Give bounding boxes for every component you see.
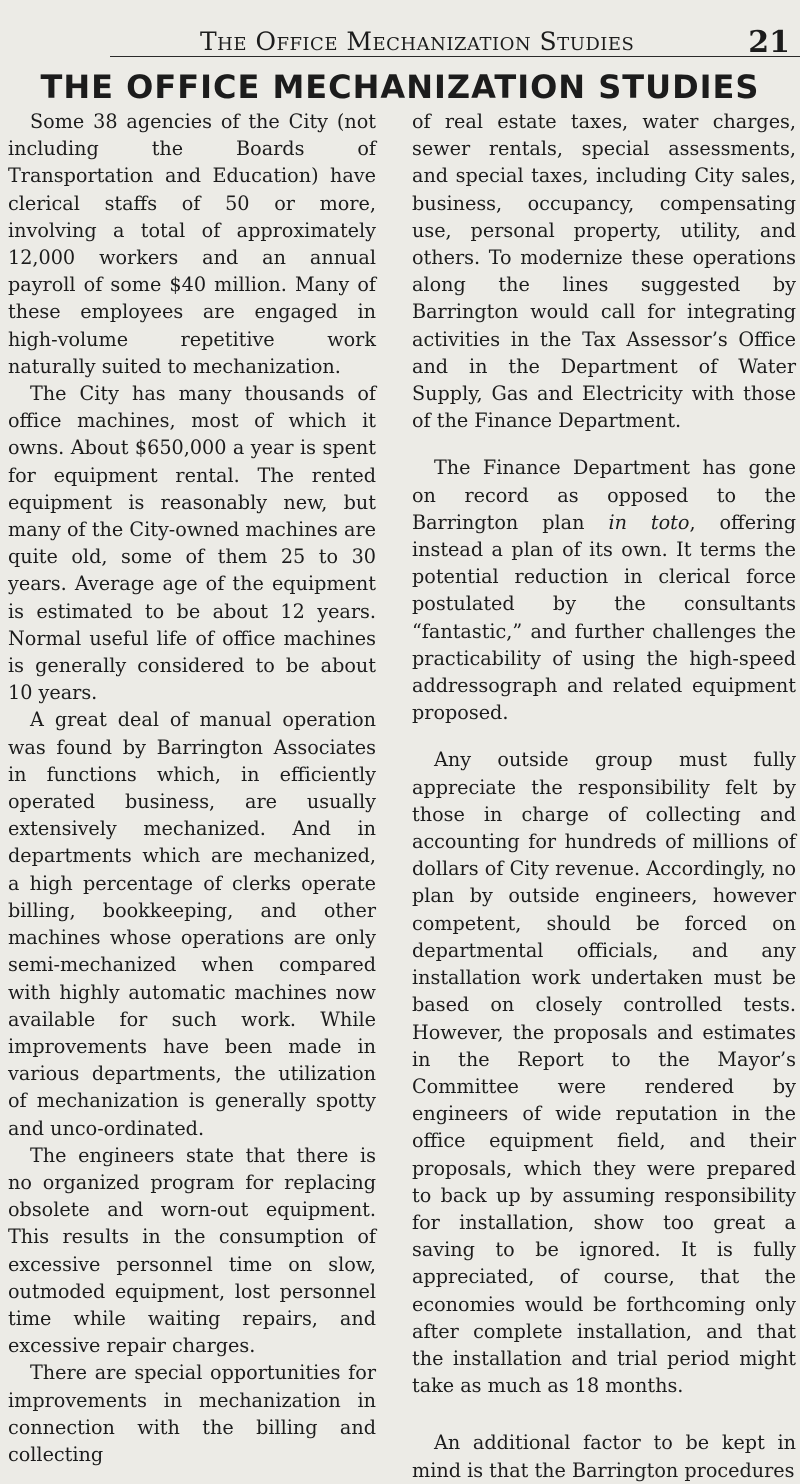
paragraph-manual-operation: A great deal of manual operation was found by Barrington Associates in functions which, in efficiently operated business, are usually extensively mechanized. And in departments which are mechanized, a high percentage of clerks operate billing, bookkeeping, and other machines whose operations are only semi-mechanized when compared with highly automatic machines now available for such work. While improvements have been made in various departments, the utilization of mechanization is generally spotty and unco-ordinated. bbox=[8, 708, 376, 1140]
running-title: The Office Mechanization Studies bbox=[200, 27, 635, 56]
paragraph-replacement-program: The engineers state that there is no organized program for replacing obsolete and worn-out equipment. This results in the consumption of excessive personnel time on slow, outmoded equipment, lost personnel time while waiting repairs, and excessive repair charges. bbox=[8, 1143, 376, 1358]
right-column bbox=[412, 108, 796, 1484]
paragraph-agencies: Some 38 agencies of the City (not including the Boards of Transportation and Education) have clerical staffs of 50 or more, involving a total of approximately 12,000 workers and an annual payroll of some $40 million. Many of these employees are engaged in high-volume repetitive work naturally suited to mechanization. bbox=[8, 110, 376, 378]
finance-text-end: , offering instead a plan of its own. It terms the potential reduction in clerical force postulated by the consultants “fantastic,” and further challenges the practicability of using the high-speed addressograph and related equipment proposed. bbox=[412, 510, 796, 725]
page-number: 21 bbox=[748, 25, 790, 60]
left-column bbox=[8, 108, 376, 1468]
paragraph-special-opportunities: There are special opportunities for improvements in mechanization in connection with the billing and collecting bbox=[8, 1361, 376, 1466]
finance-text-italic: in toto bbox=[608, 510, 690, 534]
article-title: THE OFFICE MECHANIZATION STUDIES bbox=[40, 68, 760, 106]
paragraph-outside-group: Any outside group must fully appreciate the responsibility felt by those in charge of collecting and accounting for hundreds of millions of dollars of City revenue. Accordingly, no plan by outside engineers, however competent, should be forced on departmental officials, and any installation work undertaken must be based on closely controlled tests. However, the proposals and estimates in the Report to the Mayor’s Committee were rendered by engineers of wide reputation in the office equipment field, and their proposals, which they were prepared to back up by assuming responsibility for installation, show too great a saving to be ignored. It is fully appreciated, of course, that the economies would be forthcoming only after complete installation, and that the installation and trial period might take as much as 18 months. bbox=[412, 748, 796, 1398]
paragraph-continuation: of real estate taxes, water charges, sewer rentals, special assessments, and special taxes, including City sales, business, occupancy, compensating use, personal property, utility, and others. To modernize these operations along the lines suggested by Barrington would call for integrating activities in the Tax Assessor’s Office and in the Department of Water Supply, Gas and Electricity with those of the Finance Department. bbox=[412, 110, 796, 433]
paragraph-additional-factor: An additional factor to be kept in mind is that the Barrington procedures bbox=[412, 1431, 796, 1482]
running-header bbox=[110, 22, 800, 60]
paragraph-finance-department bbox=[412, 454, 796, 726]
finance-text-start: The Finance Department has gone on record as opposed to the Barrington plan bbox=[412, 456, 796, 534]
paragraph-office-machines: The City has many thousands of office machines, most of which it owns. About $650,000 a year is spent for equipment rental. The rented equipment is reasonably new, but many of the City-owned machines are quite old, some of them 25 to 30 years. Average age of the equipment is estimated to be about 12 years. Normal useful life of office machines is generally considered to be about 10 years. bbox=[8, 382, 376, 705]
